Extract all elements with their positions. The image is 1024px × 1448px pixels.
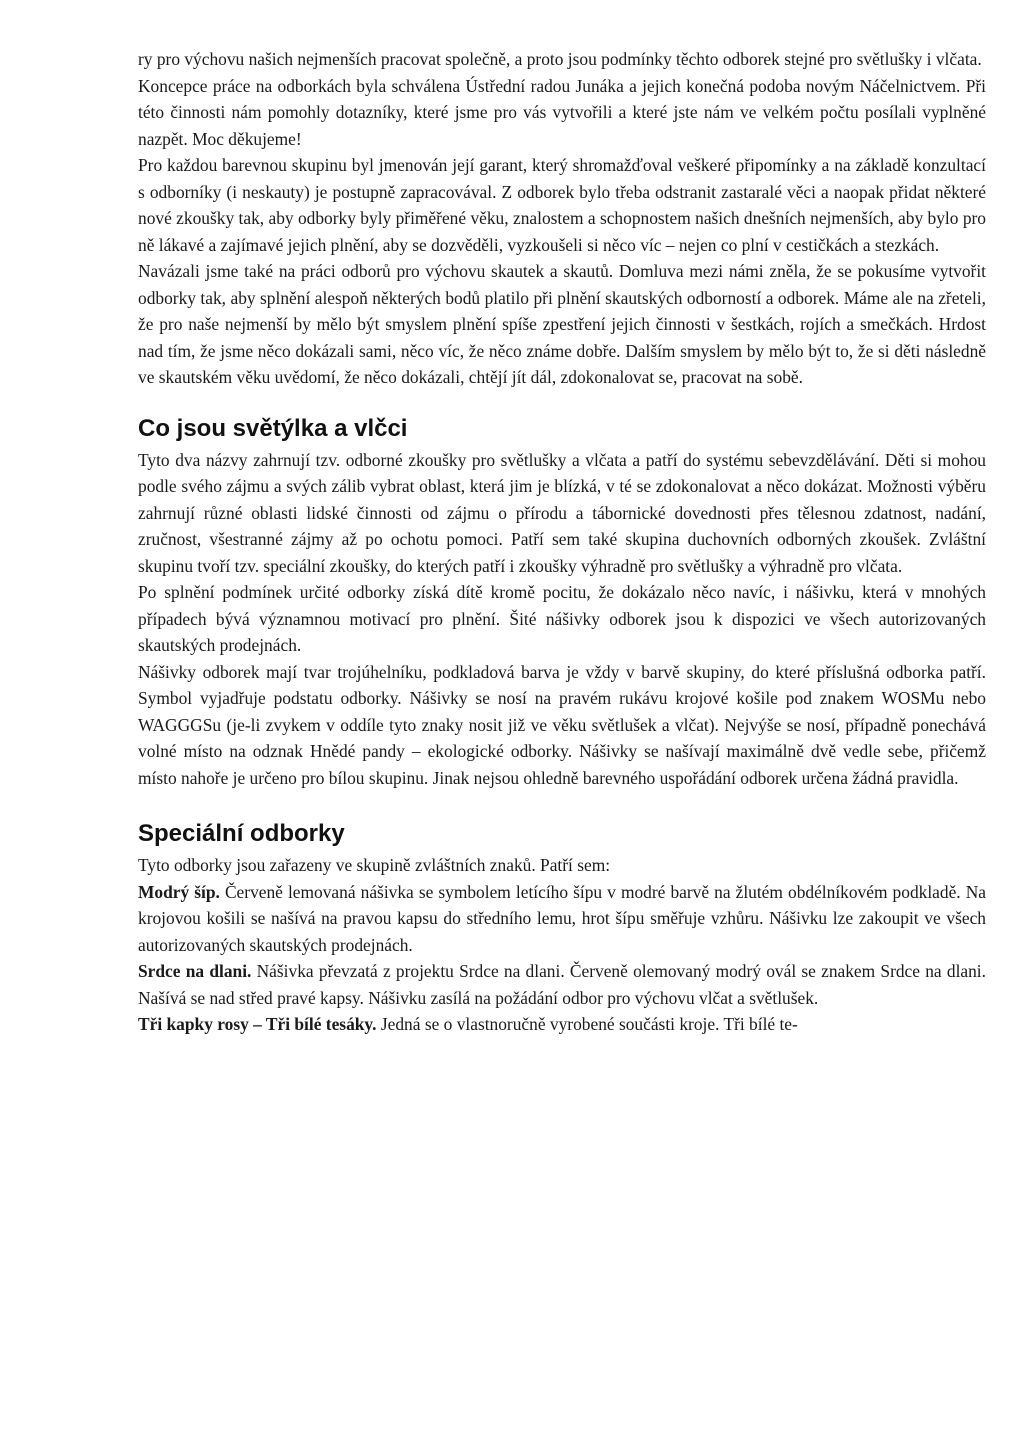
definition-text: Nášivka převzatá z projektu Srdce na dlani. Červeně olemovaný modrý ovál se znakem Srdce na dlani. Našívá se nad střed pravé kapsy. Nášivku zasílá na požádání odbor pro výchovu vlčat a světlušek. [138, 961, 986, 1008]
definition-item [138, 1011, 986, 1038]
paragraph: Pro každou barevnou skupinu byl jmenován její garant, který shromažďoval veškeré připomínky a na základě konzultací s odborníky (i neskauty) je postupně zapracovával. Z odborek bylo třeba odstranit zastaralé věci a naopak přidat některé nové zkoušky tak, aby odborky byly přiměřené věku, znalostem a schopnostem našich dnešních nejmenších, aby bylo pro ně lákavé a zajímavé jejich plnění, aby se dozvěděli, vyzkoušeli si něco víc – nejen co plní v cestičkách a stezkách. [138, 155, 986, 255]
definition-text: Červeně lemovaná nášivka se symbolem letícího šípu v modré barvě na žlutém obdélníkovém podkladě. Na krojovou košili se našívá na pravou kapsu do středního lemu, hrot šípu směřuje vzhůru. Nášivku lze zakoupit ve všech autorizovaných skautských prodejnách. [138, 881, 986, 955]
definition-term: Srdce na dlani. [138, 961, 252, 981]
intro-section [138, 46, 986, 391]
paragraph: Tyto dva názvy zahrnují tzv. odborné zkoušky pro světlušky a vlčata a patří do systému sebevzdělávání. Děti si mohou podle svého zájmu a svých zálib vybrat oblast, která jim je blízká, v té se zdokonalovat a něco dokázat. Možnosti výběru zahrnují různé oblasti lidské činnosti od zájmu o přírodu a tábornické dovednosti přes tělesnou zdatnost, nadání, zručnost, všestranné zájmy až po ochotu pomoci. Patří sem také skupina duchovních odborných zkoušek. Zvláštní skupinu tvoří tzv. speciální zkoušky, do kterých patří i zkoušky výhradně pro světlušky a výhradně pro vlčata. [138, 449, 986, 576]
section-heading: Co jsou světýlka a vlčci [138, 414, 408, 442]
paragraph: Nášivky odborek mají tvar trojúhelníku, podkladová barva je vždy v barvě skupiny, do které příslušná odborka patří. Symbol vyjadřuje podstatu odborky. Nášivky se nosí na pravém rukávu krojové košile pod znakem WOSMu nebo WAGGGSu (je-li zvykem v oddíle tyto znaky nosit již ve věku světlušek a vlčat). Nejvýše se nosí, případně ponechává volné místo na odznak Hnědé pandy – ekologické odborky. Nášivky se našívají maximálně dvě vedle sebe, přičemž místo nahoře je určeno pro bílou skupinu. Jinak nejsou ohledně barevného uspořádání odborek určena žádná pravidla. [138, 661, 986, 788]
definition-term: Modrý šíp. [138, 881, 220, 902]
paragraph: ry pro výchovu našich nejmenších pracovat společně, a proto jsou podmínky těchto odborek stejné pro světlušky i vlčata. [138, 49, 982, 69]
paragraph: Koncepce práce na odborkách byla schválena Ústřední radou Junáka a jejich konečná podoba novým Náčelnictvem. Při této činnosti nám pomohly dotazníky, které jsme pro vás vytvořili a které jste nám ve velkém počtu posílali vyplněné nazpět. Moc děkujeme! [138, 75, 986, 149]
definition-text: Jedná se o vlastnoručně vyrobené součásti kroje. Tři bílé te- [376, 1014, 798, 1034]
definition-item [138, 879, 986, 959]
paragraph: Navázali jsme také na práci odborů pro výchovu skautek a skautů. Domluva mezi námi zněla, že se pokusíme vytvořit odborky tak, aby splnění alespoň některých bodů platilo při plnění skautských odborností a odborek. Máme ale na zřeteli, že pro naše nejmenší by mělo být smyslem plnění spíše zpestření jejich činnosti v šestkách, rojích a smečkách. Hrdost nad tím, že jsme něco dokázali sami, něco víc, že něco známe dobře. Dalším smyslem by mělo být to, že si děti následně ve skautském věku uvědomí, že něco dokázali, chtějí jít dál, zdokonalovat se, pracovat na sobě. [138, 261, 986, 387]
definition-item [138, 958, 986, 1011]
section-body [138, 447, 986, 792]
definition-term: Tři kapky rosy – Tři bílé tesáky. [138, 1014, 377, 1034]
section-heading: Speciální odborky [138, 820, 345, 847]
paragraph: Tyto odborky jsou zařazeny ve skupině zvláštních znaků. Patří sem: [138, 855, 611, 875]
document-page [138, 46, 986, 1038]
section-body [138, 852, 986, 1038]
paragraph: Po splnění podmínek určité odborky získá dítě kromě pocitu, že dokázalo něco navíc, i nášivku, která v mnohých případech bývá významnou motivací pro plnění. Šité nášivky odborek jsou k dispozici ve všech autorizovaných skautských prodejnách. [138, 582, 986, 655]
